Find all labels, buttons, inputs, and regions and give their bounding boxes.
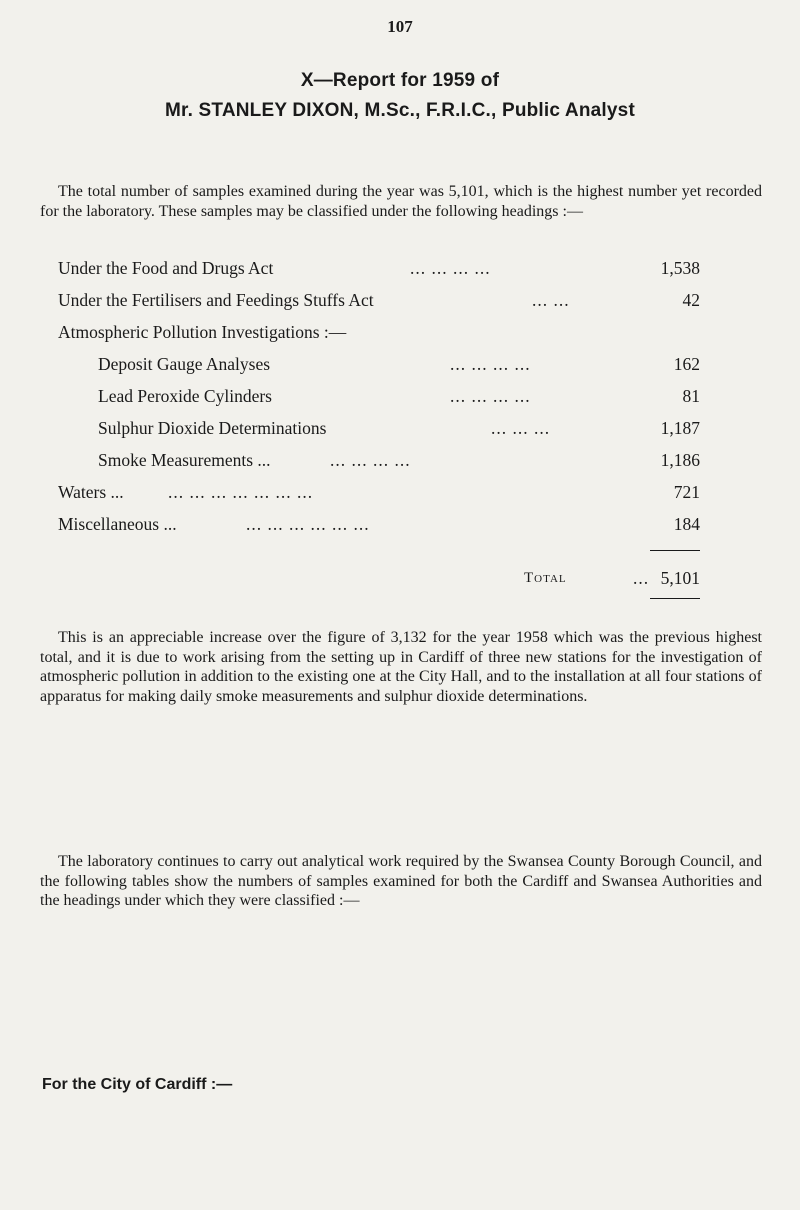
table-row: Under the Fertilisers and Feedings Stuffs Act ... ... 42 (58, 290, 700, 310)
table-row: Smoke Measurements ... ... ... ... ... 1,186 (98, 450, 700, 470)
cardiff-section-heading: For the City of Cardiff :— (42, 1076, 233, 1093)
table-row: Deposit Gauge Analyses ... ... ... ... 162 (98, 354, 700, 374)
total-label: Total (524, 570, 567, 586)
table-row: Lead Peroxide Cylinders ... ... ... ... 81 (98, 386, 700, 406)
increase-paragraph: This is an appreciable increase over the figure of 3,132 for the year 1958 which was the previous highest total, and it is due to work arising from the setting up in Cardiff of three new stations for the investigation of atmospheric pollution in addition to the existing one at the City Hall, and to the installation at all four stations of apparatus for making daily smoke measurements and sulphur dioxide determinations. (40, 629, 762, 705)
total-row: Total ... 5,101 (524, 568, 700, 588)
table-row: Sulphur Dioxide Determinations ... ... ... 1,187 (98, 418, 700, 438)
report-title: X—Report for 1959 of (300, 70, 500, 91)
total-rule (650, 598, 700, 599)
table-row: Atmospheric Pollution Investigations :— (58, 322, 347, 342)
page-number: 107 (387, 17, 413, 36)
swansea-paragraph: The laboratory continues to carry out analytical work required by the Swansea County Borough Council, and the following tables show the numbers of samples examined for both the Cardiff and Swansea Authorities and the headings under which they were classified :— (40, 853, 762, 909)
intro-paragraph: The total number of samples examined during the year was 5,101, which is the highest number yet recorded for the laboratory. These samples may be classified under the following headings :— (40, 183, 762, 220)
total-value: 5,101 (660, 568, 700, 588)
table-row: Miscellaneous ... ... ... ... ... ... ... 184 (58, 514, 700, 534)
report-subtitle: Mr. STANLEY DIXON, M.Sc., F.R.I.C., Public Analyst (165, 100, 635, 121)
table-row: Under the Food and Drugs Act ... ... ... ... 1,538 (58, 258, 700, 278)
subtotal-rule (650, 550, 700, 551)
table-row: Waters ... ... ... ... ... ... ... ... 721 (58, 482, 700, 502)
